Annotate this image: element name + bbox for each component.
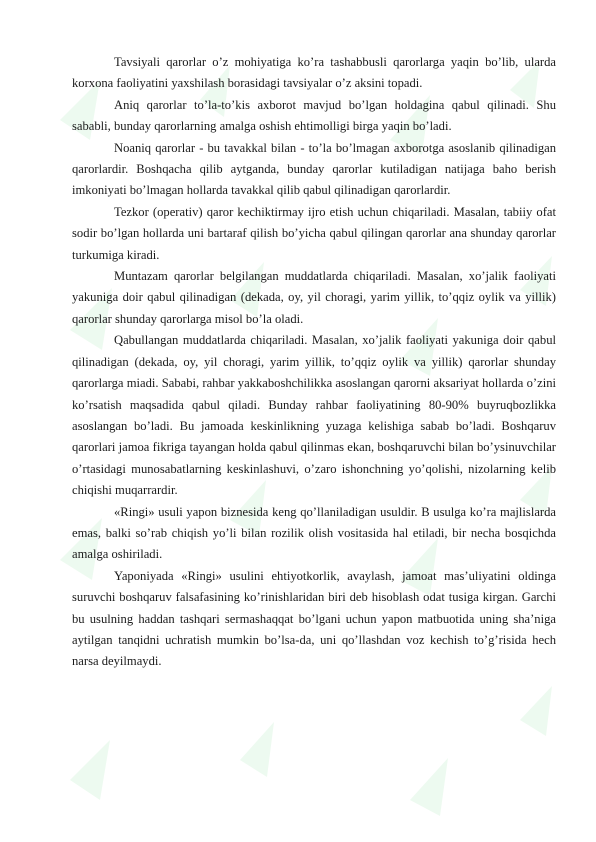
paragraph-tezkor: Tezkor (operativ) qaror kechiktirmay ijro etish uchun chiqariladi. Masalan, tabiiy ofat sodir bo’lgan hollarda uni bartaraf qilish bo’yicha qabul qilingan qarorlar ana shunday qarorlar turkumiga kiradi. bbox=[72, 204, 556, 262]
paragraph-qabullangan: Qabullangan muddatlarda chiqariladi. Masalan, xo’jalik faoliyati yakuniga doir qabul qilinadigan (dekada, oy, yil choragi, yarim yillik, to’qqiz oylik va yillik) qarorlar shunday qarorlarga miadi. Sababi, rahbar yakkaboshchilikka asoslangan qarorni aksariyat hollarda o’zini ko’rsatish maqsadida qabul qiladi. Bunday rahbar faoliyatining 80-90% buyruqbozlikka asoslangan bo’ladi. Bu jamoada keskinlikning yuzaga kelishiga sabab bo’ladi. Boshqaruv qarorlari jamoa fikriga tayangan holda qabul qilinmas ekan, boshqaruvchi bilan bo’ysinuvchilar o’rtasidagi munosabatlarning keskinlashuvi, o’zaro ishonchning yo’qolishi, nizolarning kelib chiqishi muqarrardir. bbox=[72, 333, 556, 498]
paragraph-muntazam: Muntazam qarorlar belgilangan muddatlarda chiqariladi. Masalan, xo’jalik faoliyati yakuniga doir qabul qilinadigan (dekada, oy, yil choragi, yarim yillik, to’qqiz oylik va yillik) qarorlar shunday qarorlarga misol bo’la oladi. bbox=[72, 269, 556, 326]
paragraph-noaniq: Noaniq qarorlar - bu tavakkal bilan - to’la bo’lmagan axborotga asoslanib qilinadigan qarorlardir. Boshqacha qilib aytganda, bunday qarorlar kutiladigan natijaga baho berish imkoniyati bo’lmagan hollarda tavakkal qilib qabul qilinadigan qarorlardir. bbox=[72, 140, 556, 198]
paragraph-ringi-usuli: «Ringi» usuli yapon biznesida keng qo’llaniladigan usuldir. B usulga ko’ra majlislarda emas, balki so’rab chiqish yo’li bilan rozilik olish vositasida hal etiladi, bir necha bosqichda amalga oshiriladi. bbox=[72, 504, 556, 562]
paragraph-tavsiyali: Tavsiyali qarorlar o’z mohiyatiga ko’ra tashabbusli qarorlarga yaqin bo’lib, ularda korxona faoliyatini yaxshilash borasidagi tavsiyalar o’z aksini topadi. bbox=[72, 55, 556, 91]
paragraph-yaponiyada: Yaponiyada «Ringi» usulini ehtiyotkorlik, avaylash, jamoat mas’uliyatini oldinga suruvchi boshqaruv falsafasining ko’rinishlaridan biri deb hisoblash odat tusiga kirgan. Garchi bu usulning haddan tashqari sermashaqqat bo’lgani uchun yapon matbuotida uning sha’niga aytilgan tanqidni uchratish mumkin bo’lsa-da, uni qo’llashdan voz kechish to’g’risida hech narsa deyilmaydi. bbox=[72, 568, 556, 669]
document-body bbox=[72, 52, 556, 673]
paragraph-aniq: Aniq qarorlar to’la-to’kis axborot mavjud bo’lgan holdagina qabul qilinadi. Shu sababli, bunday qarorlarning amalga oshish ehtimolligi birga yaqin bo’ladi. bbox=[72, 97, 556, 134]
